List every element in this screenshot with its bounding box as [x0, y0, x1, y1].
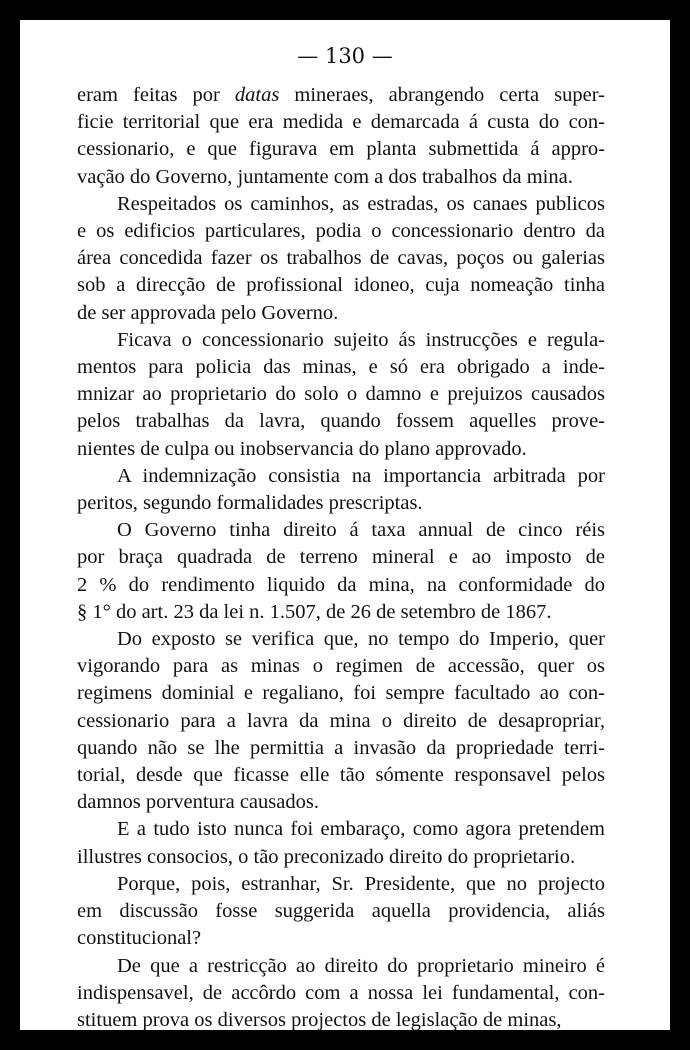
- text-line: mentos para policia das minas, e só era obrigado a inde-: [77, 356, 605, 379]
- text-line: ficie territorial que era medida e demarcada á custa do con-: [77, 111, 605, 134]
- paragraph: [77, 82, 605, 191]
- text-line: De que a restricção ao direito do proprietario mineiro é: [117, 954, 605, 977]
- text-line: quando não se lhe permittia a invasão da propriedade terri-: [77, 736, 605, 759]
- text-line: 2 % do rendimento liquido da mina, na conformidade do: [77, 573, 605, 596]
- paragraph: [77, 953, 605, 1031]
- paragraph: [77, 517, 605, 626]
- text-line: área concedida fazer os trabalhos de cavas, poços ou galerias: [77, 247, 605, 270]
- body-text: [77, 82, 605, 1030]
- text-line: Do exposto se verifica que, no tempo do Imperio, quer: [117, 628, 605, 651]
- text-line: vação do Governo, juntamente com a dos trabalhos da mina.: [77, 165, 573, 188]
- text-line: eram feitas por datas mineraes, abrangendo certa super-: [77, 84, 605, 106]
- text-line: mnizar ao proprietario do solo o damno e prejuizos causados: [77, 383, 605, 406]
- text-line: stituem prova os diversos projectos de legislação de minas,: [77, 1008, 562, 1030]
- text-line: A indemnização consistia na importancia arbitrada por: [117, 464, 605, 487]
- text-line: de ser approvada pelo Governo.: [77, 301, 339, 324]
- book-page: [20, 20, 670, 1030]
- text-line: nientes de culpa ou inobservancia do plano approvado.: [77, 437, 527, 460]
- text-line: sob a direcção de profissional idoneo, cuja nomeação tinha: [77, 274, 605, 297]
- paragraph: [77, 626, 605, 816]
- paragraph: [77, 327, 605, 463]
- paragraph: [77, 816, 605, 870]
- text-line: peritos, segundo formalidades prescriptas.: [77, 492, 423, 515]
- text-line: § 1° do art. 23 da lei n. 1.507, de 26 de setembro de 1867.: [77, 600, 552, 623]
- text-line: indispensavel, de accôrdo com a nossa lei fundamental, con-: [77, 981, 605, 1004]
- page-number: — 130 —: [297, 44, 393, 68]
- text-line: pelos trabalhas da lavra, quando fossem aquelles prove-: [77, 410, 605, 433]
- text-line: E a tudo isto nunca foi embaraço, como agora pretendem: [117, 818, 605, 841]
- text-line: illustres consocios, o tão preconizado direito do proprietario.: [77, 845, 576, 868]
- text-line: Ficava o concessionario sujeito ás instrucções e regula-: [117, 328, 605, 351]
- text-line: constitucional?: [77, 927, 202, 950]
- text-line: em discussão fosse suggerida aquella providencia, aliás: [77, 900, 605, 923]
- text-line: cessionario para a lavra da mina o direito de desapropriar,: [77, 709, 605, 732]
- paragraph: [77, 463, 605, 517]
- text-line: torial, desde que ficasse elle tão sómente responsavel pelos: [77, 764, 605, 787]
- text-line: O Governo tinha direito á taxa annual de cinco réis: [117, 519, 605, 542]
- text-line: Porque, pois, estranhar, Sr. Presidente, que no projecto: [117, 872, 605, 895]
- text-line: cessionario, e que figurava em planta submettida á appro-: [77, 138, 605, 161]
- text-line: Respeitados os caminhos, as estradas, os canaes publicos: [117, 192, 605, 215]
- text-line: regimens dominial e regaliano, foi sempre facultado ao con-: [77, 682, 605, 705]
- text-line: por braça quadrada de terreno mineral e ao imposto de: [77, 546, 605, 569]
- paragraph: [77, 871, 605, 953]
- text-line: vigorando para as minas o regimen de accessão, quer os: [77, 655, 605, 678]
- text-line: damnos porventura causados.: [77, 791, 319, 814]
- paragraph: [77, 191, 605, 327]
- text-line: e os edificios particulares, podia o concessionario dentro da: [77, 220, 605, 243]
